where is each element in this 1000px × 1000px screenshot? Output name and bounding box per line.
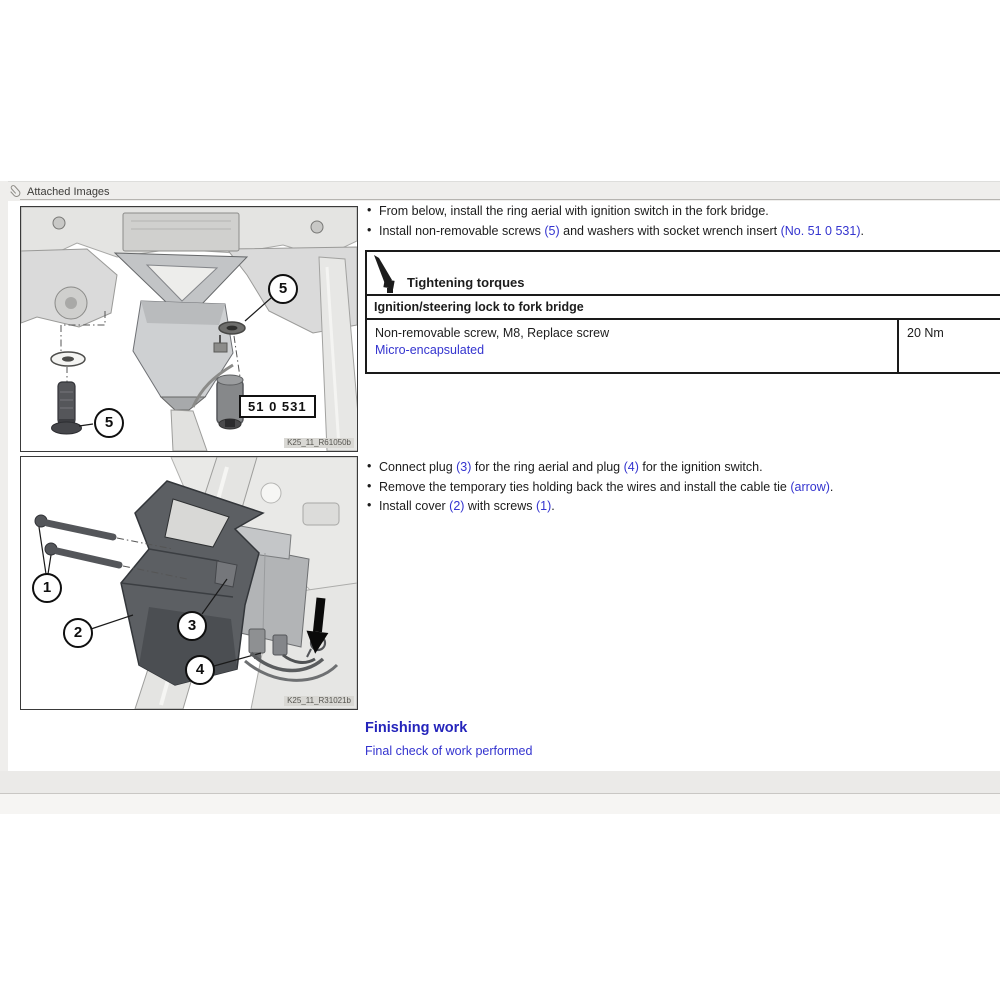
- instruction-item: [366, 222, 986, 242]
- attached-images-legend: [8, 185, 110, 199]
- instruction-text: for the ignition switch.: [638, 460, 763, 474]
- torque-value-cell: 20 Nm: [897, 320, 1000, 372]
- instruction-text: From below, install the ring aerial with ignition switch in the fork bridge.: [379, 204, 769, 218]
- instruction-text: with screws: [464, 499, 536, 513]
- torque-wrench-icon: [371, 254, 401, 299]
- inline-ref-link[interactable]: (3): [456, 460, 472, 474]
- torque-table: [365, 250, 1000, 374]
- instruction-list-bottom: [366, 458, 986, 517]
- part-number-label: 51 0 531: [239, 395, 316, 418]
- instruction-text: Connect plug: [379, 460, 457, 474]
- attached-images-label: Attached Images: [27, 186, 110, 198]
- figure-fork-bridge-underside[interactable]: [20, 206, 358, 452]
- instruction-item: [366, 202, 986, 222]
- instruction-text: .: [860, 223, 864, 238]
- torque-table-data-row: [367, 320, 1000, 372]
- callout-badge-1: 1: [32, 573, 62, 603]
- attachment-section-top-band: [0, 181, 1000, 201]
- attachment-section-left-margin: [0, 181, 8, 793]
- torque-table-section: Ignition/steering lock to fork bridge: [367, 296, 1000, 320]
- callout-badge-4: 4: [185, 655, 215, 685]
- figure-caption: K25_11_R61050b: [284, 438, 354, 448]
- torque-description-cell: [367, 320, 897, 372]
- instruction-item: [366, 497, 986, 517]
- finishing-work-heading: Finishing work: [365, 720, 468, 736]
- inline-ref-link[interactable]: (5): [544, 223, 560, 238]
- instruction-text: .: [551, 499, 555, 513]
- instruction-item: [366, 458, 986, 478]
- figure-cover-installation[interactable]: [20, 456, 358, 710]
- torque-table-header-row: [367, 252, 1000, 296]
- inline-ref-link[interactable]: (1): [536, 499, 552, 513]
- page-bottom-band: [0, 771, 1000, 793]
- callout-badge-3: 3: [177, 611, 207, 641]
- instruction-text: .: [829, 479, 834, 494]
- callout-badge-5-lower: 5: [94, 408, 124, 438]
- callout-badge-2: 2: [63, 618, 93, 648]
- instruction-text: for the ring aerial and plug: [471, 460, 624, 474]
- inline-ref-link[interactable]: (arrow): [790, 479, 830, 494]
- instruction-list-top: [366, 202, 986, 241]
- instruction-text: and washers with socket wrench insert: [559, 223, 781, 238]
- inline-ref-link[interactable]: (2): [449, 499, 465, 513]
- callout-badge-5-upper: 5: [268, 274, 298, 304]
- final-check-link[interactable]: Final check of work performed: [365, 744, 533, 758]
- instruction-text: Install cover: [379, 499, 450, 513]
- instruction-item: [366, 478, 986, 498]
- figure-caption: K25_11_R31021b: [284, 696, 354, 706]
- torque-description: Non-removable screw, M8, Replace screw: [375, 326, 610, 340]
- inline-ref-link[interactable]: (4): [623, 460, 639, 474]
- page-bottom-strip: [0, 794, 1000, 814]
- instruction-text: Install non-removable screws: [379, 223, 545, 238]
- torque-table-title: Tightening torques: [407, 275, 525, 290]
- legend-underline: [20, 199, 1000, 200]
- instruction-text: Remove the temporary ties holding back the wires and install the cable tie: [379, 479, 791, 494]
- micro-encapsulated-link[interactable]: Micro-encapsulated: [375, 343, 485, 357]
- inline-ref-link[interactable]: (No. 51 0 531): [780, 223, 861, 238]
